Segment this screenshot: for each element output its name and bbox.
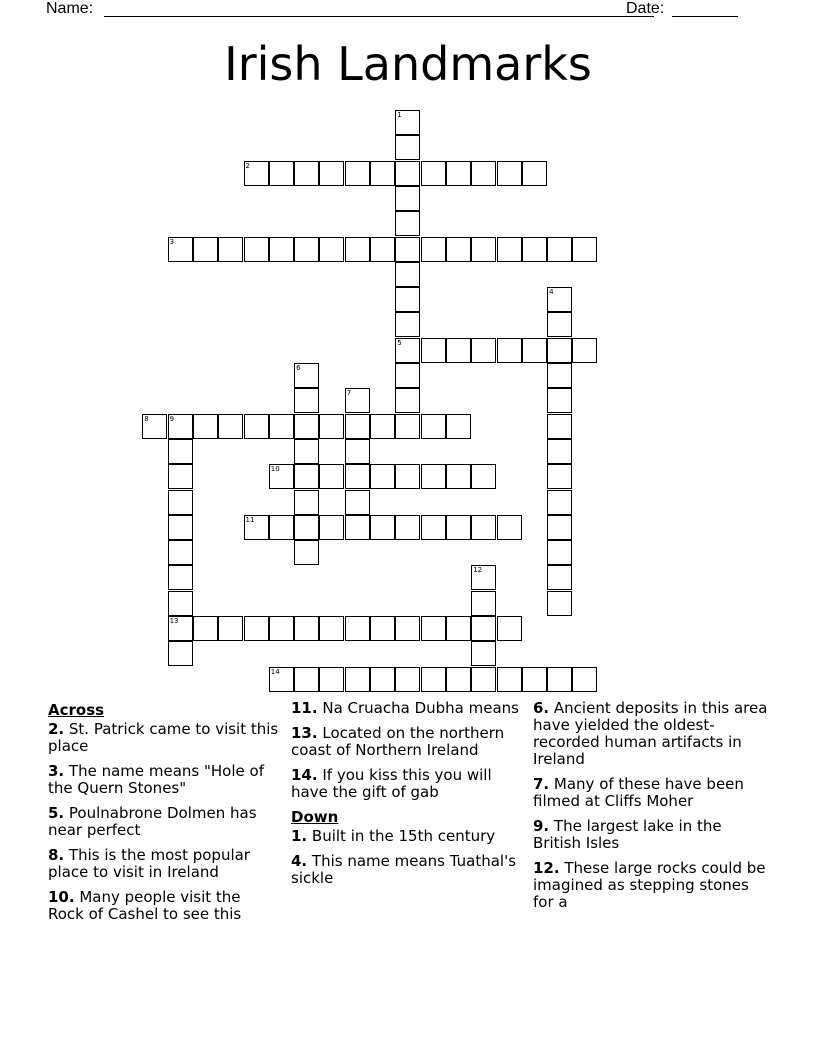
- grid-cell[interactable]: [547, 388, 572, 413]
- grid-cell[interactable]: [269, 616, 294, 641]
- grid-cell[interactable]: [395, 515, 420, 540]
- grid-cell[interactable]: [319, 464, 344, 489]
- grid-cell[interactable]: [395, 667, 420, 692]
- clue-number: 6.: [533, 699, 550, 717]
- grid-cell[interactable]: [168, 439, 193, 464]
- clue-text: The largest lake in the British Isles: [533, 817, 722, 852]
- cell-number: 6: [296, 364, 301, 372]
- grid-cell[interactable]: [547, 363, 572, 388]
- clue-item: [533, 776, 773, 810]
- grid-cell[interactable]: [370, 161, 395, 186]
- clue-number: 2.: [48, 720, 65, 738]
- grid-cell[interactable]: [497, 161, 522, 186]
- grid-cell[interactable]: [345, 667, 370, 692]
- grid-cell[interactable]: [168, 641, 193, 666]
- grid-cell[interactable]: [547, 287, 572, 312]
- clue-item: [291, 725, 527, 759]
- grid-cell[interactable]: [522, 667, 547, 692]
- clue-list-col2-down: [291, 828, 527, 887]
- grid-cell[interactable]: [547, 565, 572, 590]
- clue-number: 1.: [291, 827, 308, 845]
- grid-cell[interactable]: [294, 540, 319, 565]
- grid-cell[interactable]: [446, 515, 471, 540]
- grid-cell[interactable]: [395, 135, 420, 160]
- clues-column-2: [291, 700, 527, 895]
- name-label: Name:: [46, 0, 94, 17]
- grid-cell[interactable]: [421, 464, 446, 489]
- clue-text: Built in the 15th century: [307, 827, 496, 845]
- grid-cell[interactable]: [395, 388, 420, 413]
- grid-cell[interactable]: [269, 667, 294, 692]
- grid-cell[interactable]: [168, 515, 193, 540]
- grid-cell[interactable]: [345, 616, 370, 641]
- grid-cell[interactable]: [547, 439, 572, 464]
- grid-cell[interactable]: [294, 363, 319, 388]
- grid-cell[interactable]: [547, 515, 572, 540]
- grid-cell[interactable]: [370, 414, 395, 439]
- cell-number: 8: [144, 414, 149, 423]
- grid-cell[interactable]: [319, 667, 344, 692]
- grid-cell[interactable]: [168, 565, 193, 590]
- grid-cell[interactable]: [294, 667, 319, 692]
- grid-cell[interactable]: [421, 616, 446, 641]
- clue-number: 3.: [48, 762, 65, 780]
- grid-cell[interactable]: [345, 490, 370, 515]
- grid-cell[interactable]: [395, 110, 420, 135]
- clue-text: Many people visit the Rock of Cashel to see this: [48, 888, 242, 923]
- clue-number: 10.: [48, 888, 75, 906]
- grid-cell[interactable]: [446, 464, 471, 489]
- grid-cell[interactable]: [395, 616, 420, 641]
- grid-cell[interactable]: [319, 616, 344, 641]
- grid-cell[interactable]: [395, 363, 420, 388]
- grid-cell[interactable]: [522, 161, 547, 186]
- grid-cell[interactable]: [193, 414, 218, 439]
- grid-cell[interactable]: [395, 237, 420, 262]
- grid-cell[interactable]: [193, 237, 218, 262]
- grid-cell[interactable]: [471, 667, 496, 692]
- grid-cell[interactable]: [269, 414, 294, 439]
- grid-cell[interactable]: [471, 464, 496, 489]
- grid-cell[interactable]: [168, 414, 193, 439]
- grid-cell[interactable]: [421, 667, 446, 692]
- grid-cell[interactable]: [497, 237, 522, 262]
- grid-cell[interactable]: [345, 237, 370, 262]
- grid-cell[interactable]: [547, 540, 572, 565]
- grid-cell[interactable]: [244, 414, 269, 439]
- grid-cell[interactable]: [572, 667, 597, 692]
- grid-cell[interactable]: [370, 616, 395, 641]
- grid-cell[interactable]: [168, 616, 193, 641]
- grid-cell[interactable]: [547, 414, 572, 439]
- grid-cell[interactable]: [370, 237, 395, 262]
- clue-text: This is the most popular place to visit in Ireland: [48, 846, 250, 881]
- grid-cell[interactable]: [168, 237, 193, 262]
- grid-cell[interactable]: [345, 388, 370, 413]
- grid-cell[interactable]: [395, 186, 420, 211]
- clue-item: [48, 847, 280, 881]
- grid-cell[interactable]: [395, 262, 420, 287]
- grid-cell[interactable]: [522, 237, 547, 262]
- grid-cell[interactable]: [345, 161, 370, 186]
- grid-cell[interactable]: [547, 338, 572, 363]
- grid-cell[interactable]: [142, 414, 167, 439]
- grid-cell[interactable]: [345, 515, 370, 540]
- grid-cell[interactable]: [345, 414, 370, 439]
- grid-cell[interactable]: [294, 439, 319, 464]
- clues-column-3: [533, 700, 773, 919]
- grid-cell[interactable]: [446, 161, 471, 186]
- grid-cell[interactable]: [294, 464, 319, 489]
- clue-list-col3: [533, 700, 773, 911]
- grid-cell[interactable]: [421, 515, 446, 540]
- grid-cell[interactable]: [395, 338, 420, 363]
- grid-cell[interactable]: [294, 490, 319, 515]
- clue-text: Na Cruacha Dubha means: [317, 699, 519, 717]
- grid-cell[interactable]: [294, 515, 319, 540]
- grid-cell[interactable]: [547, 464, 572, 489]
- grid-cell[interactable]: [269, 464, 294, 489]
- grid-cell[interactable]: [319, 237, 344, 262]
- grid-cell[interactable]: [218, 616, 243, 641]
- grid-cell[interactable]: [294, 237, 319, 262]
- grid-cell[interactable]: [421, 338, 446, 363]
- grid-cell[interactable]: [218, 237, 243, 262]
- cell-number: 2: [245, 161, 250, 170]
- grid-cell[interactable]: [193, 616, 218, 641]
- grid-cell[interactable]: [547, 312, 572, 337]
- clue-text: This name means Tuathal's sickle: [291, 852, 517, 887]
- grid-cell[interactable]: [446, 338, 471, 363]
- date-label: Date:: [626, 0, 665, 17]
- cell-number: 13: [169, 617, 179, 625]
- clue-item: [533, 818, 773, 852]
- grid-cell[interactable]: [497, 616, 522, 641]
- grid-cell[interactable]: [547, 591, 572, 616]
- clue-item: [291, 828, 527, 845]
- clue-text: The name means "Hole of the Quern Stones": [48, 762, 264, 797]
- grid-cell[interactable]: [168, 464, 193, 489]
- clue-item: [533, 860, 773, 911]
- cell-number: 3: [169, 237, 175, 246]
- grid-cell[interactable]: [294, 616, 319, 641]
- grid-cell[interactable]: [471, 237, 496, 262]
- grid-cell[interactable]: [446, 237, 471, 262]
- cell-number: 11: [245, 515, 255, 524]
- grid-cell[interactable]: [345, 439, 370, 464]
- clue-number: 12.: [533, 859, 560, 877]
- grid-cell[interactable]: [244, 515, 269, 540]
- cell-number: 12: [473, 566, 483, 575]
- grid-cell[interactable]: [319, 515, 344, 540]
- grid-cell[interactable]: [522, 338, 547, 363]
- grid-cell[interactable]: [168, 490, 193, 515]
- clue-item: [533, 700, 773, 768]
- grid-cell[interactable]: [471, 591, 496, 616]
- cell-number: 14: [270, 667, 280, 676]
- clue-text: Located on the northern coast of Northern Ireland: [291, 724, 505, 759]
- grid-cell[interactable]: [572, 237, 597, 262]
- grid-cell[interactable]: [269, 161, 294, 186]
- clue-text: Poulnabrone Dolmen has near perfect: [48, 804, 257, 839]
- clue-text: St. Patrick came to visit this place: [48, 720, 279, 755]
- grid-cell[interactable]: [319, 414, 344, 439]
- clue-number: 14.: [291, 766, 318, 784]
- clue-list-col2-across: [291, 700, 527, 801]
- grid-cell[interactable]: [471, 616, 496, 641]
- grid-cell[interactable]: [497, 515, 522, 540]
- grid-cell[interactable]: [421, 237, 446, 262]
- grid-cell[interactable]: [446, 616, 471, 641]
- down-heading: Down: [291, 808, 339, 826]
- clue-item: [291, 700, 527, 717]
- grid-cell[interactable]: [395, 464, 420, 489]
- grid-cell[interactable]: [471, 641, 496, 666]
- cell-number: 5: [397, 338, 402, 347]
- grid-cell[interactable]: [547, 667, 572, 692]
- grid-cell[interactable]: [446, 414, 471, 439]
- clue-number: 4.: [291, 852, 308, 870]
- grid-cell[interactable]: [471, 515, 496, 540]
- clue-text: Ancient deposits in this area have yielded the oldest-recorded human artifacts in Ireland: [533, 699, 768, 768]
- clue-item: [48, 805, 280, 839]
- cell-number: 10: [270, 465, 280, 474]
- grid-cell[interactable]: [395, 287, 420, 312]
- grid-cell[interactable]: [497, 338, 522, 363]
- cell-number: 7: [346, 389, 352, 398]
- clue-text: If you kiss this you will have the gift of gab: [291, 766, 492, 801]
- clue-number: 11.: [291, 699, 318, 717]
- grid-cell[interactable]: [370, 464, 395, 489]
- clue-list-col1: [48, 721, 280, 923]
- grid-cell[interactable]: [244, 161, 269, 186]
- cell-number: 9: [169, 414, 175, 423]
- grid-cell[interactable]: [471, 161, 496, 186]
- clue-number: 9.: [533, 817, 550, 835]
- clues-column-1: [48, 700, 280, 931]
- grid-cell[interactable]: [168, 540, 193, 565]
- clue-item: [48, 721, 280, 755]
- clue-item: [48, 763, 280, 797]
- clue-number: 8.: [48, 846, 65, 864]
- page-title: Irish Landmarks: [224, 37, 592, 91]
- grid-cell[interactable]: [168, 591, 193, 616]
- clue-item: [291, 853, 527, 887]
- grid-cell[interactable]: [294, 414, 319, 439]
- grid-cell[interactable]: [395, 312, 420, 337]
- grid-cell[interactable]: [370, 667, 395, 692]
- grid-cell[interactable]: [547, 490, 572, 515]
- cell-number: 1: [397, 111, 402, 119]
- grid-cell[interactable]: [421, 414, 446, 439]
- grid-cell[interactable]: [572, 338, 597, 363]
- clue-text: These large rocks could be imagined as stepping stones for a: [533, 859, 766, 911]
- cell-number: 4: [549, 288, 554, 297]
- clue-number: 5.: [48, 804, 65, 822]
- grid-cell[interactable]: [547, 237, 572, 262]
- grid-cell[interactable]: [395, 161, 420, 186]
- grid-cell[interactable]: [218, 414, 243, 439]
- grid-cell[interactable]: [497, 667, 522, 692]
- grid-cell[interactable]: [421, 161, 446, 186]
- clue-number: 13.: [291, 724, 318, 742]
- grid-cell[interactable]: [345, 464, 370, 489]
- grid-cell[interactable]: [244, 616, 269, 641]
- clue-number: 7.: [533, 775, 550, 793]
- clue-item: [291, 767, 527, 801]
- grid-cell[interactable]: [244, 237, 269, 262]
- grid-cell[interactable]: [471, 565, 496, 590]
- grid-cell[interactable]: [370, 515, 395, 540]
- grid-cell[interactable]: [294, 161, 319, 186]
- grid-cell[interactable]: [395, 414, 420, 439]
- grid-cell[interactable]: [294, 388, 319, 413]
- grid-cell[interactable]: [395, 211, 420, 236]
- clue-item: [48, 889, 280, 923]
- clue-text: Many of these have been filmed at Cliffs Moher: [533, 775, 744, 810]
- grid-cell[interactable]: [471, 338, 496, 363]
- grid-cell[interactable]: [269, 237, 294, 262]
- grid-cell[interactable]: [269, 515, 294, 540]
- across-heading: Across: [48, 701, 105, 719]
- grid-cell[interactable]: [446, 667, 471, 692]
- grid-cell[interactable]: [319, 161, 344, 186]
